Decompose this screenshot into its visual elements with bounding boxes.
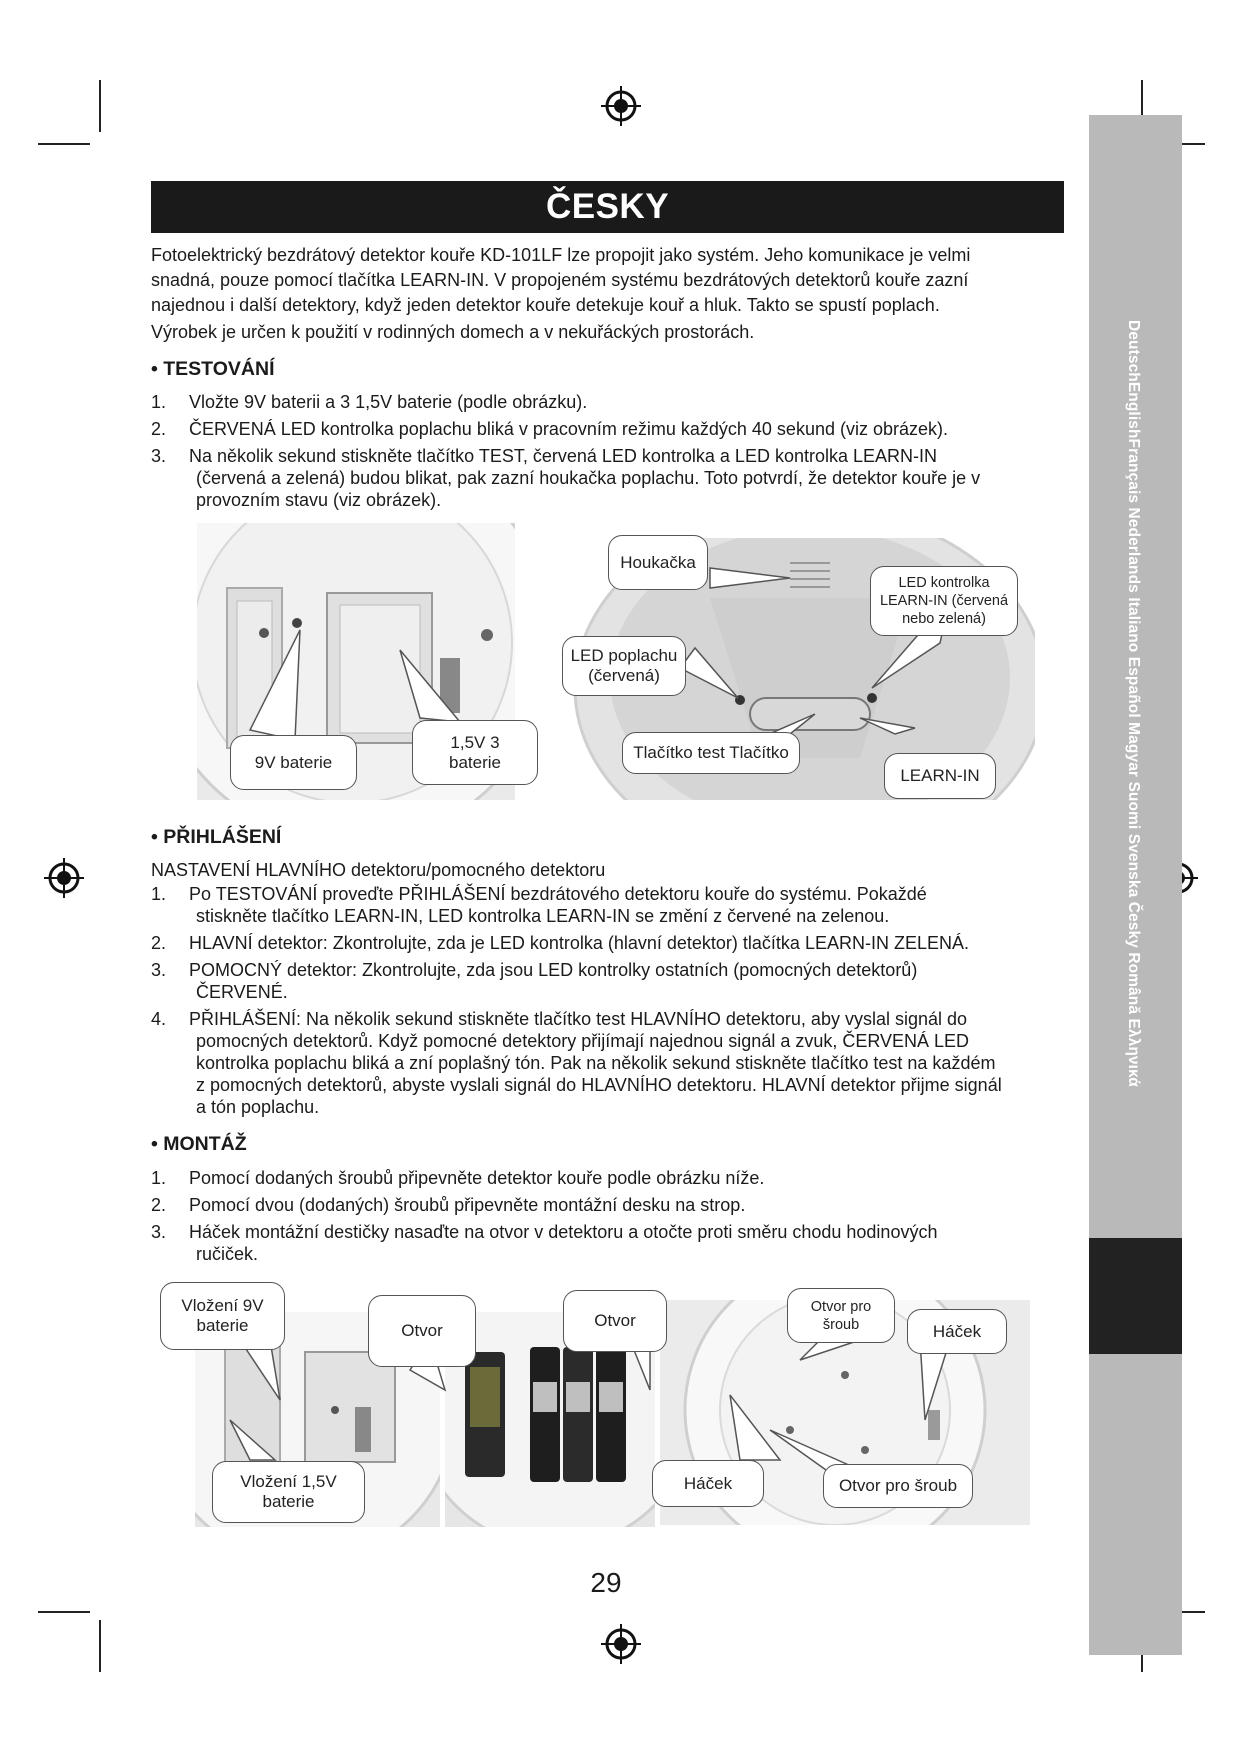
intro-line: najednou i další detektory, když jeden detektor kouře detekuje kouř a hluk. Takto se spustí poplach. — [151, 295, 940, 315]
step-text: HLAVNÍ detektor: Zkontrolujte, zda je LED kontrolka (hlavní detektor) tlačítka LEARN-IN ZELENÁ. — [189, 933, 969, 953]
crop-mark — [38, 143, 90, 145]
list-item — [151, 445, 1066, 511]
callout-9v-battery: 9V baterie — [230, 735, 357, 790]
login-steps — [151, 883, 1066, 1123]
intro-line: snadná, pouze pomocí tlačítka LEARN-IN. V propojeném systému bezdrátových detektorů kouře zazní — [151, 270, 969, 290]
callout-screw-hole-bottom: Otvor pro šroub — [823, 1464, 973, 1508]
callout-hole-right: Otvor — [563, 1290, 667, 1352]
step-number: 3. — [151, 446, 167, 466]
step-text: pomocných detektorů. Když pomocné detektory přijímají najednou signál a zvuk, ČERVENÁ LED — [196, 1031, 970, 1051]
list-item — [151, 932, 1066, 954]
step-text: z pomocných detektorů, abyste vyslali signál do HLAVNÍHO detektoru. HLAVNÍ detektor přijme signál — [196, 1075, 1002, 1095]
step-number: 4. — [151, 1009, 167, 1029]
step-text: Háček montážní destičky nasaďte na otvor v detektoru a otočte proti směru chodu hodinových — [189, 1222, 938, 1242]
callout-1-5v-battery: 1,5V 3 baterie — [412, 720, 538, 785]
step-text: (červená a zelená) budou blikat, pak zazní houkačka poplachu. Toto potvrdí, že detektor kouře je v — [196, 468, 981, 488]
callout-insert-1-5v: Vložení 1,5V baterie — [212, 1461, 365, 1523]
step-text: ČERVENÉ. — [196, 982, 288, 1002]
callout-hole-left: Otvor — [368, 1295, 476, 1367]
page-number: 29 — [590, 1567, 622, 1598]
step-text: ručiček. — [196, 1244, 259, 1264]
section-heading-login: • PŘIHLÁŠENÍ — [151, 826, 282, 848]
step-number: 2. — [151, 933, 167, 953]
step-number: 3. — [151, 1222, 167, 1242]
page-title: ČESKY — [151, 181, 1064, 233]
callout-test-button: Tlačítko test Tlačítko — [622, 732, 800, 774]
list-item — [151, 1194, 1066, 1216]
mounting-steps — [151, 1167, 1066, 1270]
step-text: Po TESTOVÁNÍ proveďte PŘIHLÁŠENÍ bezdrátového detektoru kouře do systému. Pokaždé — [189, 884, 927, 904]
callout-hook-bottom: Háček — [652, 1460, 764, 1507]
step-number: 1. — [151, 392, 167, 412]
step-text: provozním stavu (viz obrázek). — [196, 490, 442, 510]
crop-mark — [99, 80, 101, 132]
callout-learn-in-button: LEARN-IN — [884, 753, 996, 799]
language-list: DeutschEnglishFrançais Nederlands Italiano Español Magyar Suomi Svenska Česky Română Ελληνικά — [1125, 320, 1142, 1087]
step-text: stiskněte tlačítko LEARN-IN, LED kontrolka LEARN-IN se změní z červené na zelenou. — [196, 906, 890, 926]
language-tab-marker — [1089, 1238, 1182, 1354]
callout-learn-led: LED kontrolka LEARN-IN (červená nebo zelená) — [870, 566, 1018, 636]
callout-insert-9v: Vložení 9V baterie — [160, 1282, 285, 1350]
step-number: 2. — [151, 1195, 167, 1215]
intro-line: Výrobek je určen k použití v rodinných domech a v nekuřáckých prostorách. — [151, 322, 755, 342]
step-number: 3. — [151, 960, 167, 980]
callout-alarm-led: LED poplachu (červená) — [562, 636, 686, 696]
login-subheading: NASTAVENÍ HLAVNÍHO detektoru/pomocného detektoru — [151, 860, 606, 880]
callout-hook-top: Háček — [907, 1309, 1007, 1354]
callout-screw-hole-top: Otvor pro šroub — [787, 1288, 895, 1343]
step-number: 1. — [151, 884, 167, 904]
step-text: Na několik sekund stiskněte tlačítko TEST, červená LED kontrolka a LED kontrolka LEARN-IN — [189, 446, 938, 466]
callout-siren: Houkačka — [608, 535, 708, 590]
registration-mark-icon — [599, 1622, 643, 1666]
step-text: Pomocí dodaných šroubů připevněte detektor kouře podle obrázku níže. — [189, 1168, 765, 1188]
intro-line: Fotoelektrický bezdrátový detektor kouře KD-101LF lze propojit jako systém. Jeho komunikace je velmi — [151, 245, 971, 265]
step-text: PŘIHLÁŠENÍ: Na několik sekund stiskněte tlačítko test HLAVNÍHO detektoru, aby vyslal signál do — [189, 1009, 968, 1029]
step-text: a tón poplachu. — [196, 1097, 320, 1117]
testing-steps — [151, 391, 1066, 516]
list-item — [151, 1008, 1066, 1118]
step-text: POMOCNÝ detektor: Zkontrolujte, zda jsou LED kontrolky ostatních (pomocných detektorů) — [189, 960, 918, 980]
list-item — [151, 391, 1066, 413]
registration-mark-icon — [42, 856, 86, 900]
list-item — [151, 1221, 1066, 1265]
list-item — [151, 418, 1066, 440]
crop-mark — [99, 1620, 101, 1672]
list-item — [151, 959, 1066, 1003]
step-number: 2. — [151, 419, 167, 439]
step-text: Vložte 9V baterii a 3 1,5V baterie (podle obrázku). — [189, 392, 588, 412]
step-number: 1. — [151, 1168, 167, 1188]
section-heading-mounting: • MONTÁŽ — [151, 1133, 247, 1155]
step-text: Pomocí dvou (dodaných) šroubů připevněte montážní desku na strop. — [189, 1195, 746, 1215]
section-heading-testing: • TESTOVÁNÍ — [151, 358, 275, 380]
registration-mark-icon — [599, 84, 643, 128]
step-text: ČERVENÁ LED kontrolka poplachu bliká v pracovním režimu každých 40 sekund (viz obrázek). — [189, 419, 949, 439]
crop-mark — [38, 1611, 90, 1613]
list-item — [151, 883, 1066, 927]
list-item — [151, 1167, 1066, 1189]
step-text: kontrolka poplachu bliká a zní poplašný tón. Pak na několik sekund stiskněte tlačítko test na každém — [196, 1053, 996, 1073]
